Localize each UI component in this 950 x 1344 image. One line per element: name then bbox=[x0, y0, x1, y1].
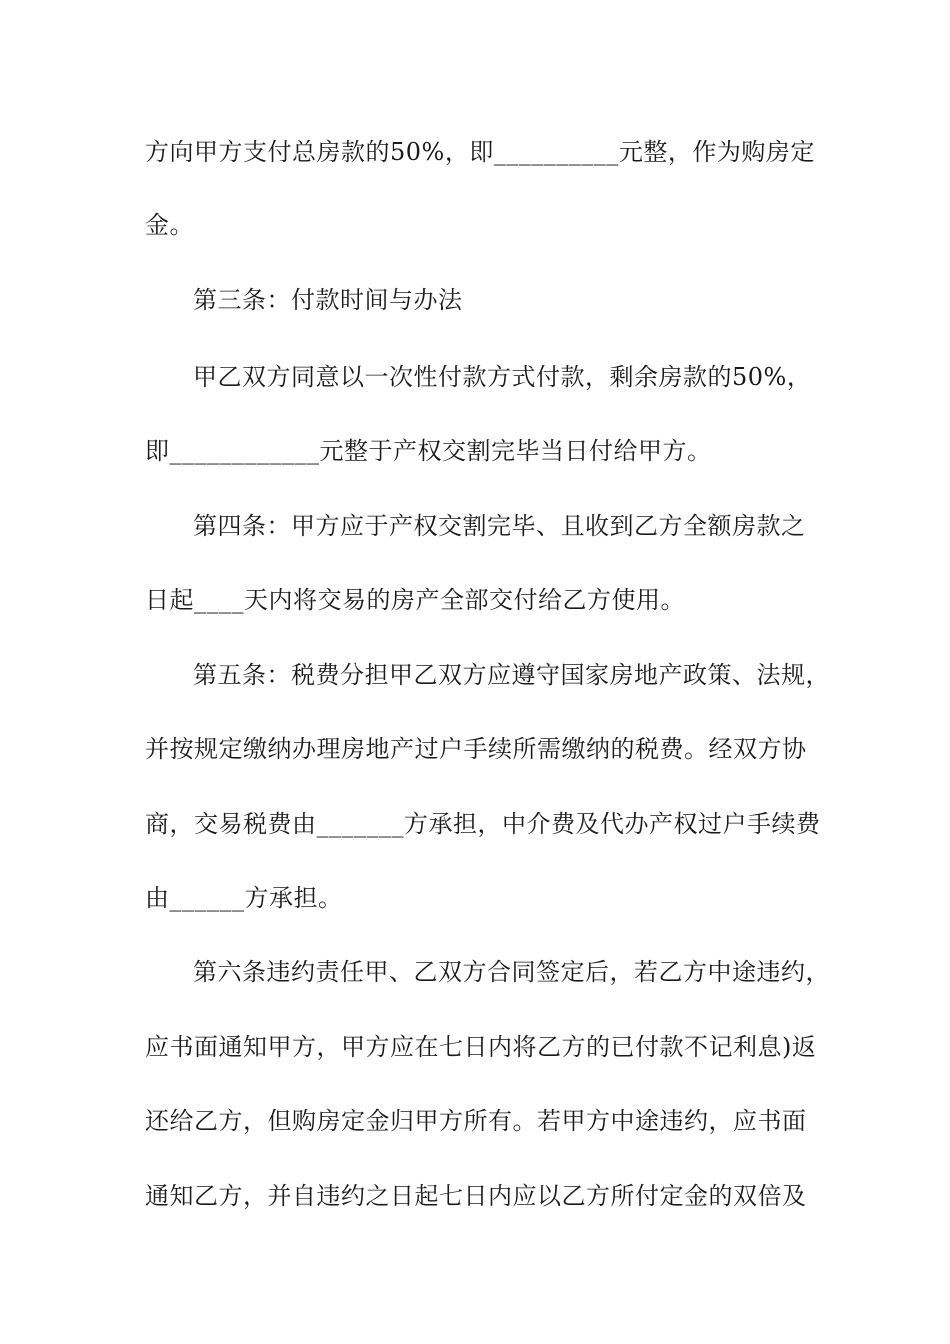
text-line: 即____________元整于产权交割完毕当日付给甲方。 bbox=[145, 437, 712, 465]
text-line: 金。 bbox=[145, 211, 194, 239]
text-line: 第六条违约责任甲、乙双方合同签定后，若乙方中途违约， bbox=[193, 958, 830, 986]
text-line: 第四条：甲方应于产权交割完毕、且收到乙方全额房款之 bbox=[193, 512, 806, 540]
text-line: 通知乙方，并自违约之日起七日内应以乙方所付定金的双倍及 bbox=[145, 1182, 807, 1210]
section-heading: 第三条：付款时间与办法 bbox=[193, 286, 463, 314]
text-line: 由______方承担。 bbox=[145, 884, 343, 912]
text-line: 应书面通知甲方，甲方应在七日内将乙方的已付款不记利息)返 bbox=[145, 1033, 817, 1061]
text-line: 方向甲方支付总房款的50%，即__________元整，作为购房定 bbox=[145, 138, 815, 166]
text-line: 甲乙双方同意以一次性付款方式付款，剩余房款的50%， bbox=[193, 363, 812, 391]
text-line: 第五条：税费分担甲乙双方应遵守国家房地产政策、法规， bbox=[193, 661, 830, 689]
text-line: 商，交易税费由_______方承担，中介费及代办产权过户手续费 bbox=[145, 810, 821, 838]
text-line: 还给乙方，但购房定金归甲方所有。若甲方中途违约，应书面 bbox=[145, 1107, 807, 1135]
text-line: 日起____天内将交易的房产全部交付给乙方使用。 bbox=[145, 586, 685, 614]
text-line: 并按规定缴纳办理房地产过户手续所需缴纳的税费。经双方协 bbox=[145, 735, 807, 763]
